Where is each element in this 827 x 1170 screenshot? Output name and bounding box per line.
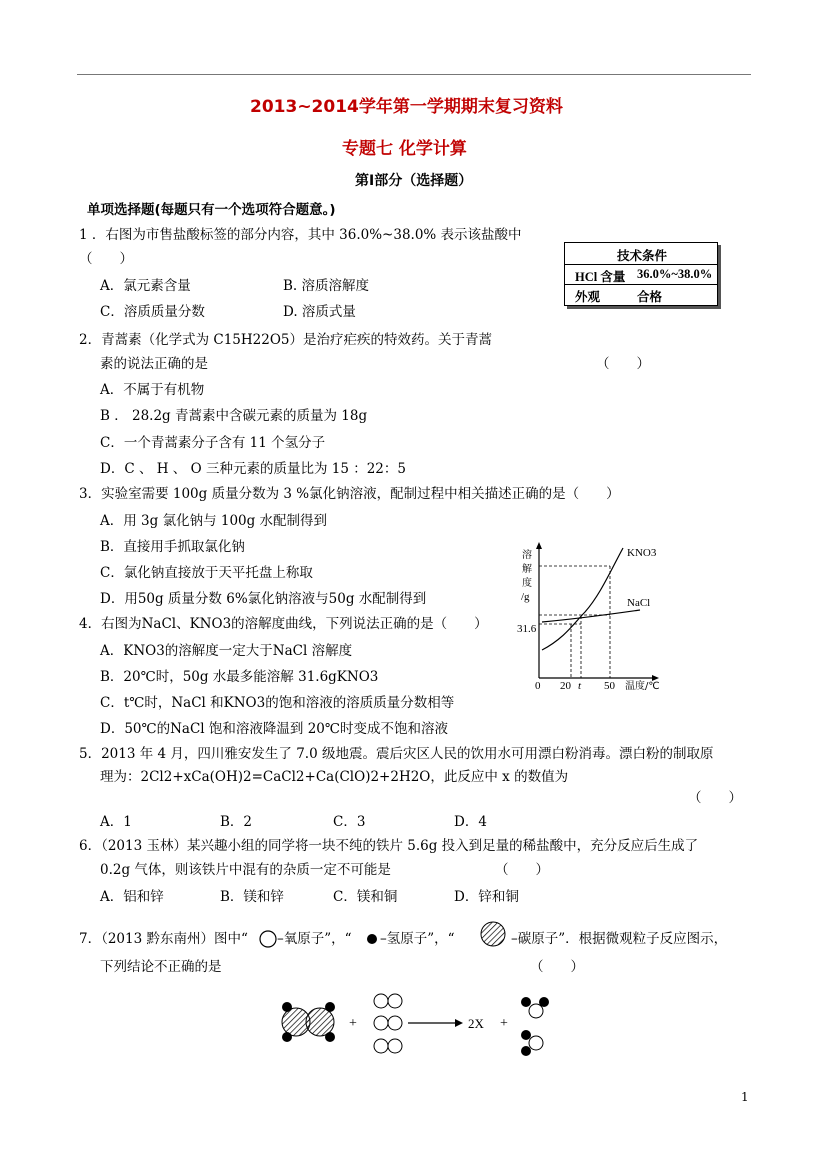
q5-option-d: D．4: [454, 814, 487, 830]
chart-tick-50: 50: [604, 680, 615, 690]
header-rule: [77, 74, 751, 75]
q1-option-a: A．氯元素含量: [100, 278, 191, 294]
chart-y-label-2: 解: [522, 564, 532, 575]
carbon-atom-icon: [478, 919, 508, 949]
q7-stem-b: –氧原子”，“: [277, 931, 352, 947]
nacl-curve: [542, 610, 640, 622]
water-molecules: [521, 997, 549, 1056]
q2-stem-1: 2．青蒿素（化学式为 C15H22O5）是治疗疟疾的特效药。关于青蒿: [79, 332, 492, 348]
q7-stem-a: 7．（2013 黔东南州）图中“: [79, 931, 248, 947]
chart-y-label-3: 度: [522, 578, 532, 589]
q1-paren: （ ）: [79, 251, 133, 267]
q4-option-d: D．50℃的NaCl 饱和溶液降温到 20℃时变成不饱和溶液: [100, 721, 448, 737]
svg-text:+: +: [500, 1016, 508, 1031]
q7-stem-d: –碳原子”．根据微观粒子反应图示，: [511, 931, 728, 947]
q5-paren: （ ）: [688, 790, 742, 806]
q6-paren: （ ）: [495, 862, 549, 878]
q4-option-a: A．KNO3的溶解度一定大于NaCl 溶解度: [100, 643, 353, 659]
q3-option-d: D．用50g 质量分数 6%氯化钠溶液与50g 水配制得到: [100, 591, 427, 607]
q1-option-b: B. 溶质溶解度: [283, 278, 370, 294]
chart-tick-31-6: 31.6: [517, 623, 537, 635]
q5-stem-2: 理为：2Cl2+xCa(OH)2=CaCl2+Ca(ClO)2+2H2O，此反应中 x 的数值为: [100, 769, 569, 785]
q6-option-a: A．铝和锌: [100, 889, 164, 905]
reaction-diagram: [270, 985, 570, 1065]
oxygen-molecules: [374, 994, 402, 1053]
q4-stem: 4．右图为NaCl、KNO3的溶解度曲线，下列说法正确的是（ ）: [79, 616, 488, 632]
series-label-kno3: KNO3: [627, 547, 657, 559]
q6-option-b: B．镁和锌: [220, 889, 284, 905]
q3-option-b: B．直接用手抓取氯化钠: [100, 539, 245, 555]
svg-text:+: +: [349, 1016, 357, 1031]
q7-paren: （ ）: [530, 959, 584, 975]
page-title: 2013~2014学年第一学期期末复习资料: [250, 97, 563, 117]
reactant-molecule: [282, 1002, 335, 1042]
q4-option-b: B．20℃时，50g 水最多能溶解 31.6gKNO3: [100, 669, 379, 685]
hydrogen-atom-icon: [365, 932, 379, 946]
q7-stem-2: 下列结论不正确的是: [100, 959, 222, 975]
q5-option-c: C．3: [333, 814, 366, 830]
q7-stem-c: –氢原子”，“: [380, 931, 455, 947]
kno3-curve: [542, 548, 623, 650]
label-row2-key: 外观: [575, 290, 601, 304]
q3-option-c: C．氯化钠直接放于天平托盘上称取: [100, 565, 313, 581]
topic-title: 专题七 化学计算: [342, 139, 467, 159]
chart-tick-20: 20: [560, 680, 571, 690]
chart-tick-t: t: [578, 680, 582, 690]
q2-stem-2: 素的说法正确的是: [100, 356, 208, 372]
page-number: 1: [741, 1090, 749, 1104]
q6-stem-1: 6．（2013 玉林）某兴趣小组的同学将一块不纯的铁片 5.6g 投入到足量的稀盐酸中，充分反应后生成了: [79, 838, 699, 854]
chart-tick-0: 0: [535, 680, 541, 690]
q4-option-c: C．t℃时，NaCl 和KNO3的饱和溶液的溶质质量分数相等: [100, 695, 455, 711]
q1-stem: 1 ．右图为市售盐酸标签的部分内容，其中 36.0%~38.0% 表示该盐酸中: [79, 227, 522, 243]
q6-option-d: D．锌和铜: [454, 889, 519, 905]
q5-option-a: A．1: [100, 814, 132, 830]
q2-option-a: A．不属于有机物: [100, 382, 205, 398]
chart-x-label: 温度/℃: [625, 681, 660, 690]
q2-option-c: C．一个青蒿素分子含有 11 个氢分子: [100, 435, 326, 451]
label-row1-key: HCl 含量: [575, 270, 626, 284]
q5-option-b: B．2: [220, 814, 253, 830]
q2-option-d: D．C 、 H 、 O 三种元素的质量比为 15 ：22：5: [100, 461, 406, 477]
hcl-label-box: [564, 242, 718, 306]
q1-option-c: C．溶质质量分数: [100, 304, 205, 320]
q3-stem: 3．实验室需要 100g 质量分数为 3 %氯化钠溶液，配制过程中相关描述正确的是（ ）: [79, 486, 620, 502]
instruction: 单项选择题(每题只有一个选项符合题意。): [87, 202, 336, 218]
solubility-chart: [515, 540, 675, 690]
chart-y-label-4: /g: [521, 591, 530, 603]
product-2x: 2X: [468, 1016, 484, 1031]
label-row1-value: 36.0%~38.0%: [637, 267, 713, 281]
label-heading: 技术条件: [617, 249, 668, 263]
q2-option-b: B ． 28.2g 青蒿素中含碳元素的质量为 18g: [100, 408, 368, 424]
series-label-nacl: NaCl: [627, 597, 651, 609]
chart-y-label-1: 溶: [522, 550, 532, 561]
label-row2-value: 合格: [637, 290, 663, 304]
q6-stem-2: 0.2g 气体，则该铁片中混有的杂质一定不可能是: [100, 862, 391, 878]
q6-option-c: C．镁和铜: [333, 889, 398, 905]
part-title: 第Ⅰ部分（选择题）: [355, 173, 473, 189]
oxygen-atom-icon: [258, 929, 278, 949]
q2-paren: （ ）: [596, 356, 650, 372]
q1-option-d: D. 溶质式量: [283, 304, 356, 320]
q3-option-a: A．用 3g 氯化钠与 100g 水配制得到: [100, 513, 328, 529]
q5-stem-1: 5．2013 年 4 月，四川雅安发生了 7.0 级地震。震后灾区人民的饮用水可用漂白粉消毒。漂白粉的制取原: [79, 746, 714, 762]
